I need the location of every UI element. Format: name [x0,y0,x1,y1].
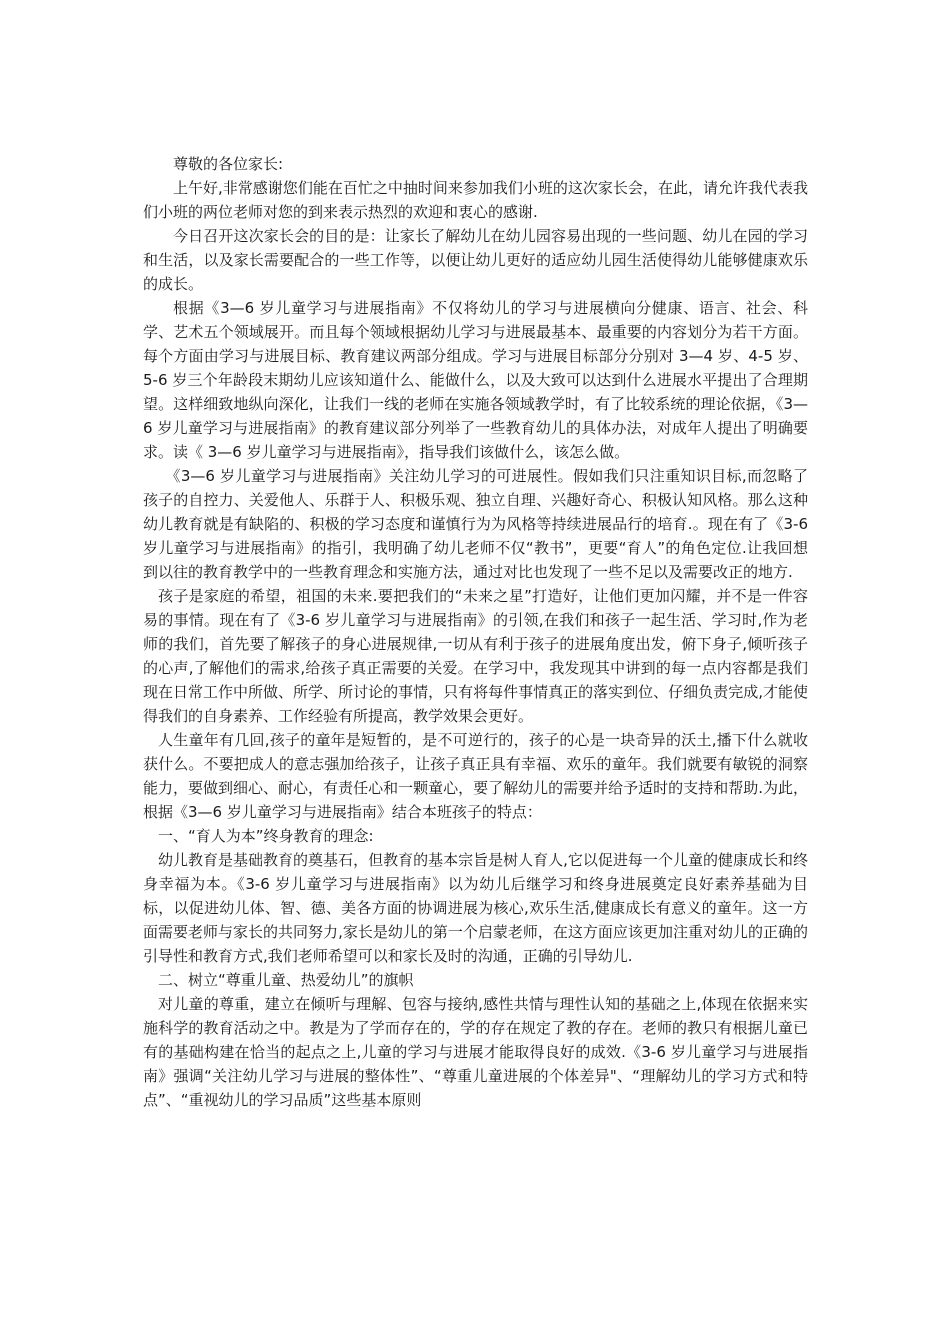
paragraph-respect: 对儿童的尊重，建立在倾听与理解、包容与接纳,感性共情与理性认知的基础之上,体现在依据来实施科学的教育活动之中。教是为了学而存在的，学的存在规定了教的存在。老师的教只有根据儿童已有的基础构建在恰当的起点之上,儿童的学习与进展才能取得良好的成效.《3-6 岁儿童学习与进展指南》强调“关注幼儿学习与进展的整体性”、“尊重儿童进展的个体差异"、“理解幼儿的学习方式和特点”、“重视幼儿的学习品质”这些基本原则 [143,995,808,1109]
letter-body [143,152,808,1112]
paragraph-hope: 孩子是家庭的希望，祖国的未来.要把我们的“未来之星”打造好，让他们更加闪耀，并不是一件容易的事情。现在有了《3-6 岁儿童学习与进展指南》的引领,在我们和孩子一起生活、学习时,作为老师的我们，首先要了解孩子的身心进展规律,一切从有利于孩子的进展角度出发，俯下身子,倾听孩子的心声,了解他们的需求,给孩子真正需要的关爱。在学习中，我发现其中讲到的每一点内容都是我们现在日常工作中所做、所学、所讨论的事情，只有将每件事情真正的落实到位、仔细负责完成,才能使得我们的自身素养、工作经验有所提高，教学效果会更好。 [143,587,808,725]
paragraph-purpose: 今日召开这次家长会的目的是：让家长了解幼儿在幼儿园容易出现的一些问题、幼儿在园的学习和生活，以及家长需要配合的一些工作等，以便让幼儿更好的适应幼儿园生活使得幼儿能够健康欢乐的成长。 [143,227,808,293]
section-heading-2: 二、树立“尊重儿童、热爱幼儿”的旗帜 [158,971,414,989]
paragraph-guideline-structure: 根据《3—6 岁儿童学习与进展指南》不仅将幼儿的学习与进展横向分健康、语言、社会、科学、艺术五个领域展开。而且每个领域根据幼儿学习与进展最基本、最重要的内容划分为若干方面。每个方面由学习与进展目标、教育建议两部分组成。学习与进展目标部分分别对 3—4 岁、4-5 岁、5-6 岁三个年龄段末期幼儿应该知道什么、能做什么，以及大致可以达到什么进展水平提出了合理期望。这样细致地纵向深化，让我们一线的老师在实施各领域教学时，有了比较系统的理论依据，《3—6 岁儿童学习与进展指南》的教育建议部分列举了一些教育幼儿的具体办法，对成年人提出了明确要求。读《 3—6 岁儿童学习与进展指南》，指导我们该做什么，该怎么做。 [143,299,808,461]
paragraph-childhood: 人生童年有几回,孩子的童年是短暂的，是不可逆行的，孩子的心是一块奇异的沃土,播下什么就收获什么。不要把成人的意志强加给孩子，让孩子真正具有幸福、欢乐的童年。我们就要有敏锐的洞察能力，要做到细心、耐心，有责任心和一颗童心，要了解幼儿的需要并给予适时的支持和帮助.为此，根据《3—6 岁儿童学习与进展指南》结合本班孩子的特点： [143,731,808,821]
paragraph-foundation: 幼儿教育是基础教育的奠基石，但教育的基本宗旨是树人育人,它以促进每一个儿童的健康成长和终身幸福为本。《3-6 岁儿童学习与进展指南》以为幼儿后继学习和终身进展奠定良好素养基础为目标，以促进幼儿体、智、德、美各方面的协调进展为核心,欢乐生活,健康成长有意义的童年。这一方面需要老师与家长的共同努力,家长是幼儿的第一个启蒙老师，在这方面应该更加注重对幼儿的正确的引导性和教育方式,我们老师希望可以和家长及时的沟通，正确的引导幼儿. [143,851,808,965]
greeting-line: 尊敬的各位家长: [173,155,284,173]
paragraph-welcome: 上午好,非常感谢您们能在百忙之中抽时间来参加我们小班的这次家长会，在此，请允许我代表我们小班的两位老师对您的到来表示热烈的欢迎和衷心的感谢. [143,179,808,221]
paragraph-development: 《3—6 岁儿童学习与进展指南》关注幼儿学习的可进展性。假如我们只注重知识目标,而忽略了孩子的自控力、关爱他人、乐群于人、积极乐观、独立自理、兴趣好奇心、积极认知风格。那么这种幼儿教育就是有缺陷的、积极的学习态度和谨慎行为为风格等持续进展品行的培育.。现在有了《3-6 岁儿童学习与进展指南》的指引，我明确了幼儿老师不仅“教书”，更要“育人”的角色定位.让我回想到以往的教育教学中的一些教育理念和实施方法，通过对比也发现了一些不足以及需要改正的地方. [143,467,808,581]
section-heading-1: 一、“育人为本”终身教育的理念: [158,827,374,845]
